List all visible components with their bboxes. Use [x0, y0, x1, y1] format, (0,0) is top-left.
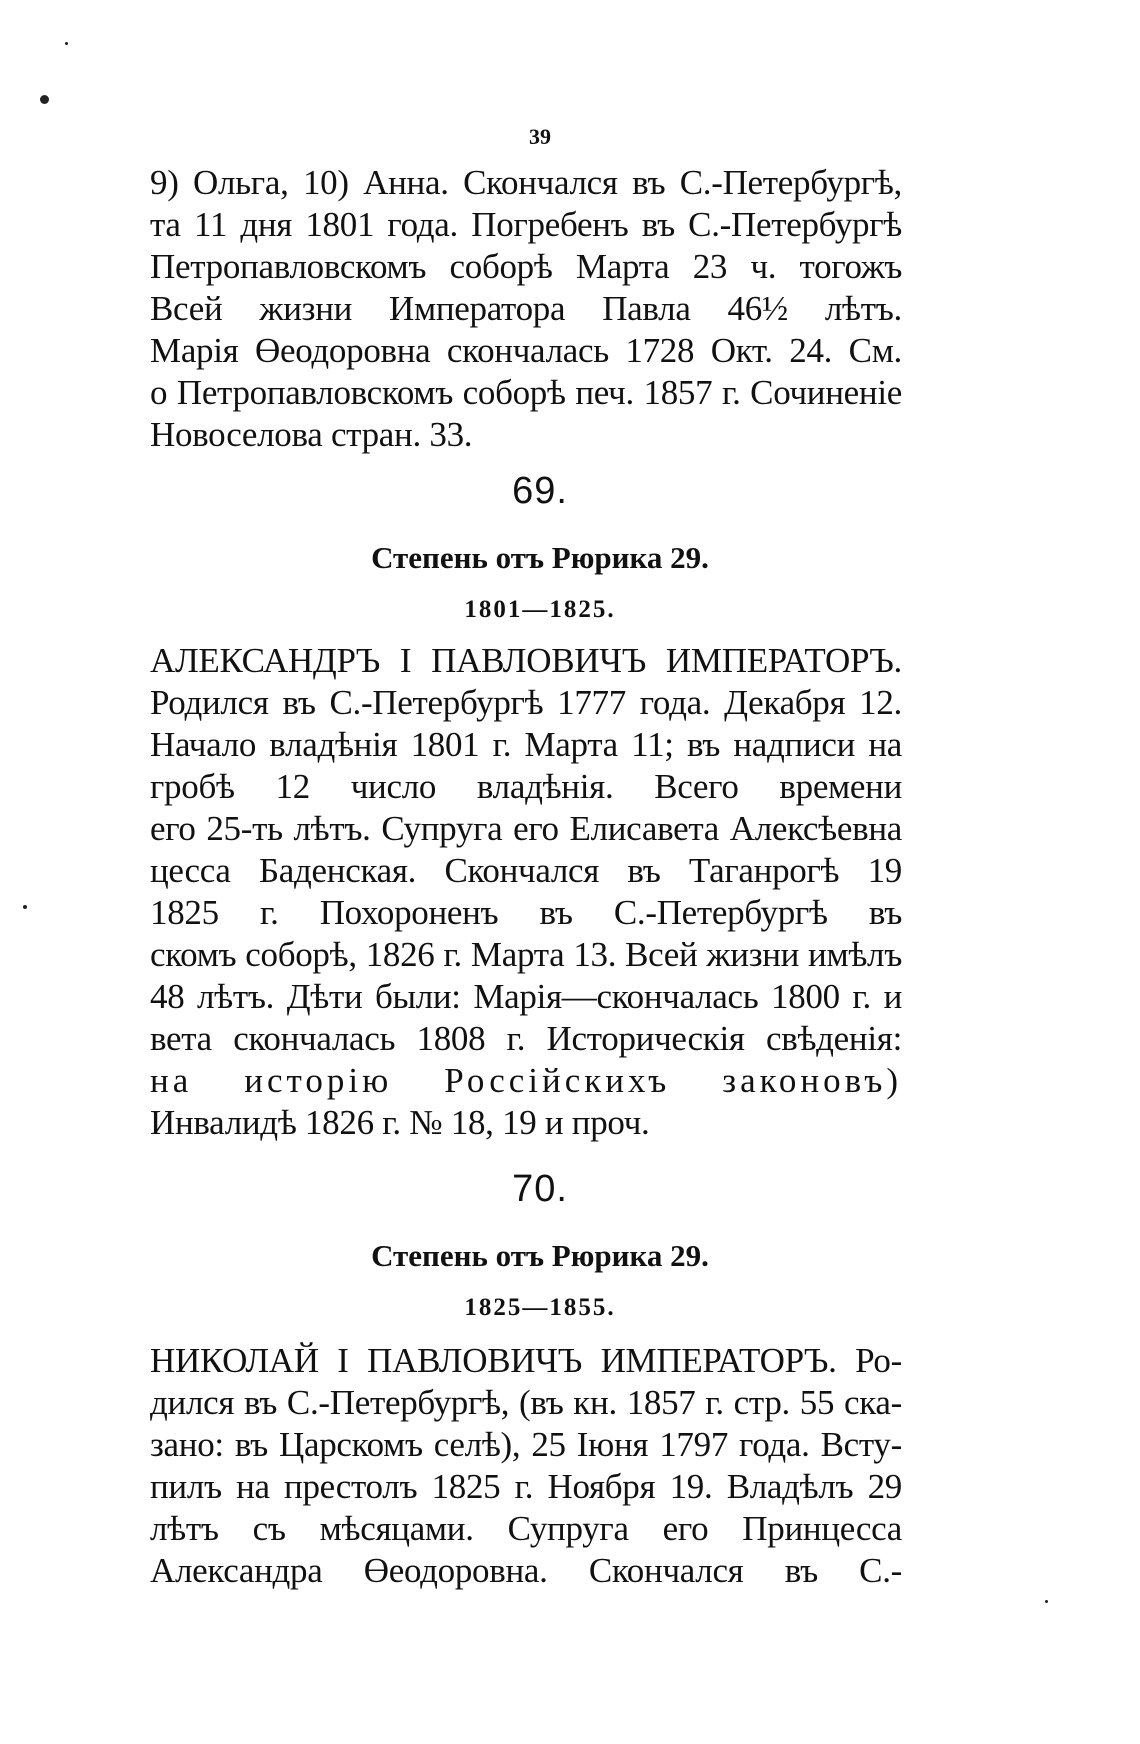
text-line: Всей жизни Императора Павла 46½ лѣтъ.: [150, 289, 902, 328]
text-line: о Петропавловскомъ соборѣ печ. 1857 г. Сочиненіе: [150, 373, 902, 412]
ruler-title: НИКОЛАЙ I ПАВЛОВИЧЪ ИМПЕРАТОРЪ. Ро-: [150, 1341, 902, 1380]
text-line: лѣтъ съ мѣсяцами. Супруга его Принцесса: [150, 1509, 902, 1548]
scan-speck: [65, 42, 68, 45]
degree-heading: Степень отъ Рюрика 29.: [371, 540, 709, 575]
degree-heading: Степень отъ Рюрика 29.: [371, 1238, 709, 1273]
text-line: 9) Ольга, 10) Анна. Скончался въ С.-Петербургѣ,: [150, 163, 902, 202]
text-line: пилъ на престолъ 1825 г. Ноября 19. Владѣлъ 29: [150, 1467, 902, 1506]
ruler-title: АЛЕКСАНДРЪ I ПАВЛОВИЧЪ ИМПЕРАТОРЪ.: [150, 641, 902, 680]
text-line: скомъ соборѣ, 1826 г. Марта 13. Всей жизни имѣлъ: [150, 935, 902, 974]
scan-speck: [1045, 1600, 1048, 1603]
text-line: зано: въ Царскомъ селѣ), 25 Іюня 1797 года. Всту-: [150, 1425, 902, 1464]
text-line: Марія Өеодоровна скончалась 1728 Окт. 24. См.: [150, 331, 902, 370]
entry-number: 70.: [512, 1168, 568, 1210]
text-line: Александра Өеодоровна. Скончался въ С.-: [150, 1551, 902, 1590]
entry-number: 69.: [512, 470, 568, 512]
text-line: Петропавловскомъ соборѣ Марта 23 ч. тогожъ: [150, 247, 902, 286]
text-line: Новоселова стран. 33.: [150, 415, 473, 454]
scan-speck: [23, 905, 27, 909]
text-line: Инвалидѣ 1826 г. № 18, 19 и проч.: [150, 1103, 650, 1142]
text-line: на исторію Россійскихъ законовъ): [150, 1061, 902, 1100]
text-line: Родился въ С.-Петербургѣ 1777 года. Декабря 12.: [150, 683, 902, 722]
scan-speck: [40, 95, 49, 104]
page-number: 39: [529, 124, 551, 149]
text-line: вета скончалась 1808 г. Историческія свѣденія:: [150, 1019, 902, 1058]
text-line: 1825 г. Похороненъ въ С.-Петербургѣ въ: [150, 893, 902, 932]
text-line: Начало владѣнія 1801 г. Марта 11; въ надписи на: [150, 725, 902, 764]
text-line: дился въ С.-Петербургѣ, (въ кн. 1857 г. стр. 55 ска-: [150, 1383, 902, 1422]
text-line: 48 лѣтъ. Дѣти были: Марія—скончалась 1800 г. и: [150, 977, 902, 1016]
reign-years: 1825—1855.: [464, 1294, 616, 1321]
text-line: цесса Баденская. Скончался въ Таганрогѣ 19: [150, 851, 902, 890]
text-line: его 25-ть лѣтъ. Супруга его Елисавета Алексѣевна: [150, 809, 902, 848]
text-line: та 11 дня 1801 года. Погребенъ въ С.-Петербургѣ: [150, 205, 902, 244]
reign-years: 1801—1825.: [464, 596, 616, 623]
text-line: гробѣ 12 число владѣнія. Всего времени: [150, 767, 902, 806]
